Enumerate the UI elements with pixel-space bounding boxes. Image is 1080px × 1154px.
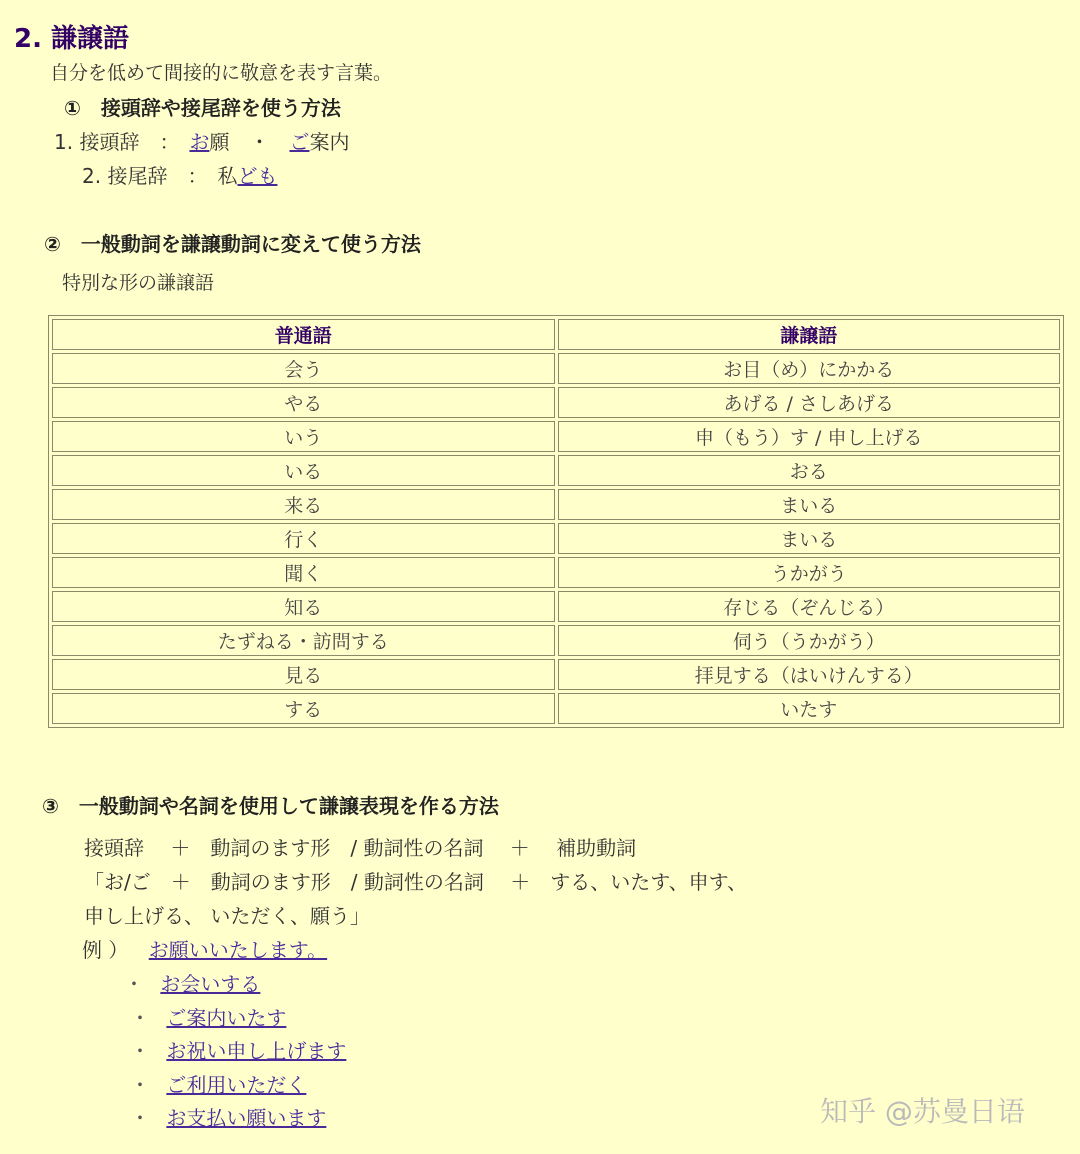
table-row <box>52 387 1060 418</box>
prefix-example-go-rest: 案内 <box>309 130 350 154</box>
list-item <box>130 1035 346 1064</box>
formula-line-1: 接頭辞 ＋ 動詞のます形 / 動詞性の名詞 ＋ 補助動詞 <box>84 836 637 860</box>
table-cell: まいる <box>558 489 1061 520</box>
table-row <box>52 523 1060 554</box>
example-link-oiwai[interactable]: お祝い申し上げます <box>166 1039 347 1063</box>
table-cell: おる <box>558 455 1061 486</box>
bullet-dot: ・ <box>130 1006 150 1030</box>
example-link-oshiharai[interactable]: お支払い願います <box>166 1106 327 1130</box>
table-row <box>52 659 1060 690</box>
table-row <box>52 353 1060 384</box>
suffix-example-plain: 私 <box>217 164 238 188</box>
table-cell: 拝見する（はいけんする） <box>558 659 1061 690</box>
prefix-example-go[interactable]: ご <box>289 130 310 154</box>
formula-line-3: 申し上げる、 いただく、願う」 <box>84 904 370 928</box>
bullet-dot: ・ <box>130 1039 150 1063</box>
table-cell: 伺う（うかがう） <box>558 625 1061 656</box>
table-cell: 知る <box>52 591 555 622</box>
bullet-dot: ・ <box>130 1073 150 1097</box>
table-row <box>52 489 1060 520</box>
table-cell: やる <box>52 387 555 418</box>
description: 自分を低めて間接的に敬意を表す言葉。 <box>50 62 393 84</box>
example-link-onegai[interactable]: お願いいたします。 <box>148 938 328 962</box>
table-cell: いたす <box>558 693 1061 724</box>
suffix-line <box>82 160 277 189</box>
section1-title: ① 接頭辞や接尾辞を使う方法 <box>64 96 341 120</box>
table-row <box>52 625 1060 656</box>
table-cell: 見る <box>52 659 555 690</box>
example-link-oaisuru[interactable]: お会いする <box>160 972 261 996</box>
table-cell: まいる <box>558 523 1061 554</box>
example-line <box>82 934 327 963</box>
table-row <box>52 455 1060 486</box>
table-cell: いる <box>52 455 555 486</box>
suffix-example-domo[interactable]: ども <box>237 164 278 188</box>
watermark: 知乎 @苏曼日语 <box>820 1095 1025 1128</box>
page-title: 2. 謙譲語 <box>14 24 130 54</box>
table-cell: する <box>52 693 555 724</box>
header-kenjougo: 謙譲語 <box>558 319 1061 350</box>
table-cell: いう <box>52 421 555 452</box>
prefix-line <box>54 126 349 155</box>
table-cell: 来る <box>52 489 555 520</box>
table-cell: 申（もう）す / 申し上げる <box>558 421 1061 452</box>
bullet-dot: ・ <box>124 972 144 996</box>
prefix-example-o[interactable]: お <box>189 130 210 154</box>
table-cell: 存じる（ぞんじる） <box>558 591 1061 622</box>
example-link-goriyou[interactable]: ご利用いただく <box>166 1073 307 1097</box>
header-normal: 普通語 <box>52 319 555 350</box>
list-item <box>124 968 260 997</box>
suffix-label: 2. 接尾辞 ： <box>82 164 218 188</box>
section2-title: ② 一般動詞を謙譲動詞に変えて使う方法 <box>44 232 421 256</box>
table-cell: あげる / さしあげる <box>558 387 1061 418</box>
section2-subtitle: 特別な形の謙譲語 <box>62 272 215 294</box>
table-cell: 会う <box>52 353 555 384</box>
example-label: 例 ） <box>82 938 129 962</box>
list-item <box>130 1002 286 1031</box>
table-cell: お目（め）にかかる <box>558 353 1061 384</box>
list-item <box>130 1102 326 1131</box>
kenjougo-table <box>48 315 1064 728</box>
table-cell: 行く <box>52 523 555 554</box>
table-row <box>52 693 1060 724</box>
table-row <box>52 421 1060 452</box>
example-link-goannai[interactable]: ご案内いたす <box>166 1006 287 1030</box>
table-cell: たずねる・訪問する <box>52 625 555 656</box>
table-header-row <box>52 319 1060 350</box>
prefix-separator: ・ <box>229 130 290 154</box>
table-cell: 聞く <box>52 557 555 588</box>
table-cell: うかがう <box>558 557 1061 588</box>
prefix-label: 1. 接頭辞 ： <box>54 130 190 154</box>
list-item <box>130 1069 306 1098</box>
bullet-dot: ・ <box>130 1106 150 1130</box>
prefix-example-o-rest: 願 <box>209 130 230 154</box>
section3-title: ③ 一般動詞や名詞を使用して謙譲表現を作る方法 <box>42 794 499 818</box>
formula-line-2: 「お/ご ＋ 動詞のます形 / 動詞性の名詞 ＋ する、いたす、申す、 <box>84 870 747 894</box>
table-row <box>52 591 1060 622</box>
table-row <box>52 557 1060 588</box>
